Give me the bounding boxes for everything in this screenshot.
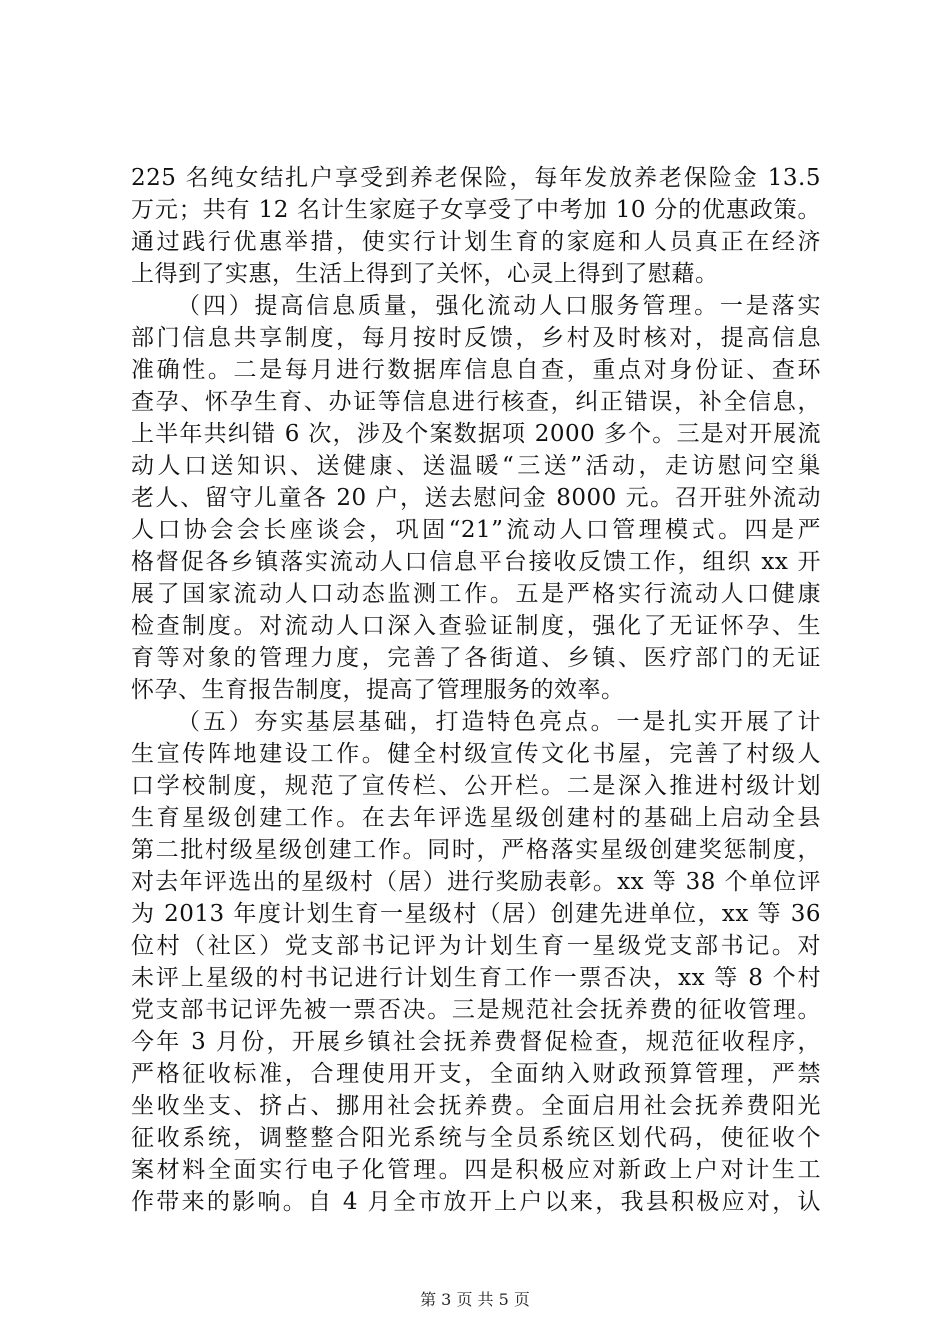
text-line: 检查制度。对流动人口深入查验证制度，强化了无证怀孕、生: [131, 613, 821, 639]
text-line: 位村（社区）党支部书记评为计划生育一星级党支部书记。对: [131, 933, 821, 959]
text-line: 生宣传阵地建设工作。健全村级宣传文化书屋，完善了村级人: [131, 741, 821, 767]
text-line: 生育星级创建工作。在去年评选星级创建村的基础上启动全县: [131, 805, 821, 831]
text-line: 225 名纯女结扎户享受到养老保险，每年发放养老保险金 13.5: [131, 165, 821, 191]
text-line: 坐收坐支、挤占、挪用社会抚养费。全面启用社会抚养费阳光: [131, 1093, 821, 1119]
text-line: 动人口送知识、送健康、送温暖“三送”活动，走访慰问空巢: [131, 453, 821, 479]
text-line: 上半年共纠错 6 次，涉及个案数据项 2000 多个。三是对开展流: [131, 421, 821, 447]
text-line: 口学校制度，规范了宣传栏、公开栏。二是深入推进村级计划: [131, 773, 821, 799]
text-line: 怀孕、生育报告制度，提高了管理服务的效率。: [131, 677, 625, 703]
text-line: 上得到了实惠，生活上得到了关怀，心灵上得到了慰藉。: [131, 261, 719, 287]
document-body: [131, 162, 821, 1218]
text-line: 为 2013 年度计划生育一星级村（居）创建先进单位，xx 等 36: [131, 901, 821, 927]
text-line: 案材料全面实行电子化管理。四是积极应对新政上户对计生工: [131, 1157, 821, 1183]
text-line: 作带来的影响。自 4 月全市放开上户以来，我县积极应对，认: [131, 1189, 821, 1215]
text-line: 党支部书记评先被一票否决。三是规范社会抚养费的征收管理。: [131, 997, 821, 1023]
text-line: 未评上星级的村书记进行计划生育工作一票否决，xx 等 8 个村: [131, 965, 821, 991]
text-line: 查孕、怀孕生育、办证等信息进行核查，纠正错误，补全信息，: [131, 389, 821, 415]
text-line: 第二批村级星级创建工作。同时，严格落实星级创建奖惩制度，: [131, 837, 821, 863]
page-number-footer: 第 3 页 共 5 页: [420, 1290, 530, 1309]
text-line: 部门信息共享制度，每月按时反馈，乡村及时核对，提高信息: [131, 325, 821, 351]
text-line: 对去年评选出的星级村（居）进行奖励表彰。xx 等 38 个单位评: [131, 869, 821, 895]
text-line: 老人、留守儿童各 20 户，送去慰问金 8000 元。召开驻外流动: [131, 485, 821, 511]
paragraph-heading-line: （四）提高信息质量，强化流动人口服务管理。一是落实: [177, 293, 821, 319]
text-line: 征收系统，调整整合阳光系统与全员系统区划代码，使征收个: [131, 1125, 821, 1151]
text-line: 展了国家流动人口动态监测工作。五是严格实行流动人口健康: [131, 581, 821, 607]
text-line: 人口协会会长座谈会，巩固“21”流动人口管理模式。四是严: [131, 517, 821, 543]
text-line: 严格征收标准，合理使用开支，全面纳入财政预算管理，严禁: [131, 1061, 821, 1087]
text-line: 通过践行优惠举措，使实行计划生育的家庭和人员真正在经济: [131, 229, 821, 255]
text-line: 今年 3 月份，开展乡镇社会抚养费督促检查，规范征收程序，: [131, 1029, 821, 1055]
paragraph-heading-line: （五）夯实基层基础，打造特色亮点。一是扎实开展了计: [177, 709, 821, 735]
text-line: 育等对象的管理力度，完善了各街道、乡镇、医疗部门的无证: [131, 645, 821, 671]
text-line: 万元；共有 12 名计生家庭子女享受了中考加 10 分的优惠政策。: [131, 197, 821, 223]
text-line: 格督促各乡镇落实流动人口信息平台接收反馈工作，组织 xx 开: [131, 549, 821, 575]
text-line: 准确性。二是每月进行数据库信息自查，重点对身份证、查环: [131, 357, 821, 383]
